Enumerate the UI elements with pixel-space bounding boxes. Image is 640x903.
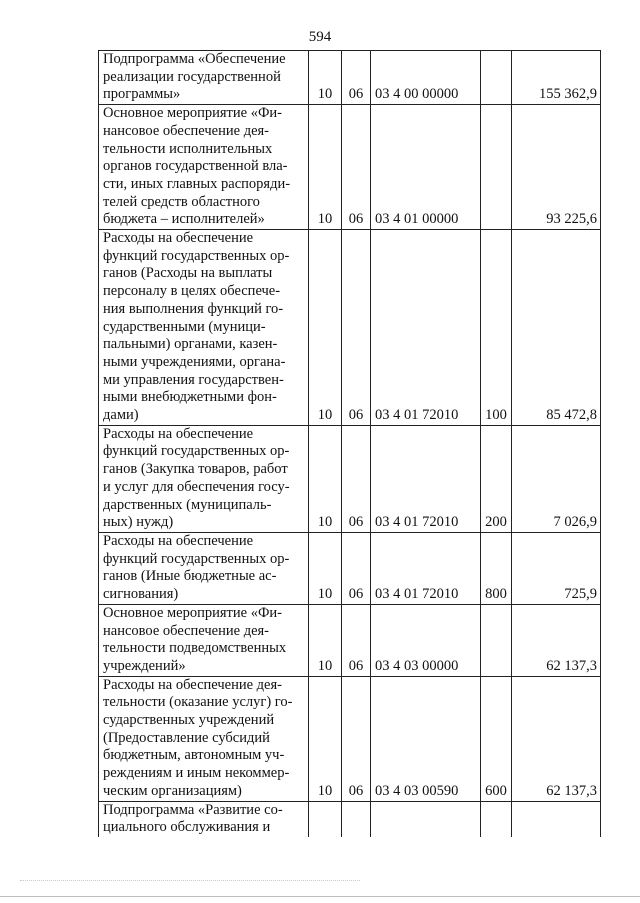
item-name-line: нансовое обеспечение дея- [103,122,269,139]
item-name-line: ческим организациям) [103,782,242,799]
subsection-cell: 06 [342,51,371,105]
program-code-cell: 03 4 01 72010 [371,532,481,604]
amount-cell: 85 472,8 [512,230,601,426]
item-name-line: реждениям и иным некоммер- [103,765,290,782]
program-code-cell: 03 4 01 72010 [371,425,481,532]
item-name-cell [99,801,309,837]
section-cell: 10 [309,604,342,676]
item-name-cell [99,425,309,532]
program-code-cell: 03 4 01 00000 [371,105,481,230]
expense-type-cell: 800 [481,532,512,604]
item-name-line: ных) нужд) [103,514,174,531]
amount-cell: 155 362,9 [512,51,601,105]
subsection-cell: 06 [342,230,371,426]
item-name-line: Расходы на обеспечение [103,532,254,549]
item-name-line: Расходы на обеспечение дея- [103,676,282,693]
program-code-cell [371,801,481,837]
section-cell: 10 [309,425,342,532]
item-name-line: дами) [103,407,139,424]
table-row [99,532,601,604]
expense-type-cell: 100 [481,230,512,426]
item-name-line: функций государственных ор- [103,443,290,460]
item-name-line: сти, иных главных распоряди- [103,175,291,192]
item-name-line: сигнования) [103,586,179,603]
item-name-line: (Предоставление субсидий [103,729,270,746]
item-name-line: тельности (оказание услуг) го- [103,694,293,711]
item-name-line: Расходы на обеспечение [103,425,254,442]
item-name-line: учреждений» [103,657,186,674]
subsection-cell: 06 [342,532,371,604]
item-name-cell [99,604,309,676]
item-name-line: ными внебюджетными фон- [103,389,277,406]
scan-speckle [20,880,360,883]
table-row [99,425,601,532]
amount-cell [512,801,601,837]
item-name-line: циального обслуживания и [103,819,271,836]
item-name-cell [99,105,309,230]
budget-table [98,50,601,837]
item-name-line: функций государственных ор- [103,247,290,264]
item-name-line: программы» [103,86,181,103]
item-name-line: ния выполнения функций го- [103,300,284,317]
item-name-line: бюджета – исполнителей» [103,211,265,228]
expense-type-cell [481,105,512,230]
item-name-line: Основное мероприятие «Фи- [103,604,283,621]
section-cell: 10 [309,532,342,604]
item-name-line: нансовое обеспечение дея- [103,622,269,639]
item-name-line: функций государственных ор- [103,550,290,567]
table-row [99,604,601,676]
item-name-cell [99,676,309,801]
item-name-line: ганов (Закупка товаров, работ [103,461,288,478]
item-name-line: дарственных (муниципаль- [103,496,272,513]
subsection-cell [342,801,371,837]
item-name-cell [99,51,309,105]
section-cell: 10 [309,51,342,105]
table-row [99,230,601,426]
item-name-line: ганов (Расходы на выплаты [103,265,273,282]
expense-type-cell: 200 [481,425,512,532]
subsection-cell: 06 [342,425,371,532]
subsection-cell: 06 [342,604,371,676]
expense-type-cell: 600 [481,676,512,801]
table-row [99,105,601,230]
item-name-line: персоналу в целях обеспече- [103,283,281,300]
table-row [99,676,601,801]
item-name-line: сударственных учреждений [103,712,275,729]
item-name-line: пальными) органами, казен- [103,336,278,353]
table-row [99,51,601,105]
amount-cell: 93 225,6 [512,105,601,230]
amount-cell: 725,9 [512,532,601,604]
item-name-line: ными учреждениями, органа- [103,353,286,370]
item-name-line: Подпрограмма «Развитие со- [103,801,283,818]
section-cell [309,801,342,837]
item-name-line: телей средств областного [103,193,260,210]
item-name-cell [99,230,309,426]
subsection-cell: 06 [342,676,371,801]
scan-edge [0,896,640,897]
item-name-cell [99,532,309,604]
program-code-cell: 03 4 03 00590 [371,676,481,801]
item-name-line: и услуг для обеспечения госу- [103,478,290,495]
amount-cell: 62 137,3 [512,676,601,801]
section-cell: 10 [309,105,342,230]
table-body [99,51,601,837]
program-code-cell: 03 4 03 00000 [371,604,481,676]
item-name-line: Подпрограмма «Обеспечение [103,51,286,67]
expense-type-cell [481,604,512,676]
section-cell: 10 [309,676,342,801]
item-name-line: тельности исполнительных [103,140,273,157]
section-cell: 10 [309,230,342,426]
subsection-cell: 06 [342,105,371,230]
expense-type-cell [481,51,512,105]
expense-type-cell [481,801,512,837]
item-name-line: тельности подведомственных [103,640,287,657]
amount-cell: 62 137,3 [512,604,601,676]
item-name-line: сударственными (муници- [103,318,266,335]
amount-cell: 7 026,9 [512,425,601,532]
item-name-line: ми управления государствен- [103,371,284,388]
item-name-line: ганов (Иные бюджетные ас- [103,568,277,585]
item-name-line: бюджетным, автономным уч- [103,747,285,764]
page-number: 594 [308,29,332,45]
item-name-line: органов государственной вла- [103,158,288,175]
table-row [99,801,601,837]
item-name-line: Основное мероприятие «Фи- [103,105,283,122]
item-name-line: Расходы на обеспечение [103,230,254,247]
program-code-cell: 03 4 00 00000 [371,51,481,105]
program-code-cell: 03 4 01 72010 [371,230,481,426]
item-name-line: реализации государственной [103,68,281,85]
